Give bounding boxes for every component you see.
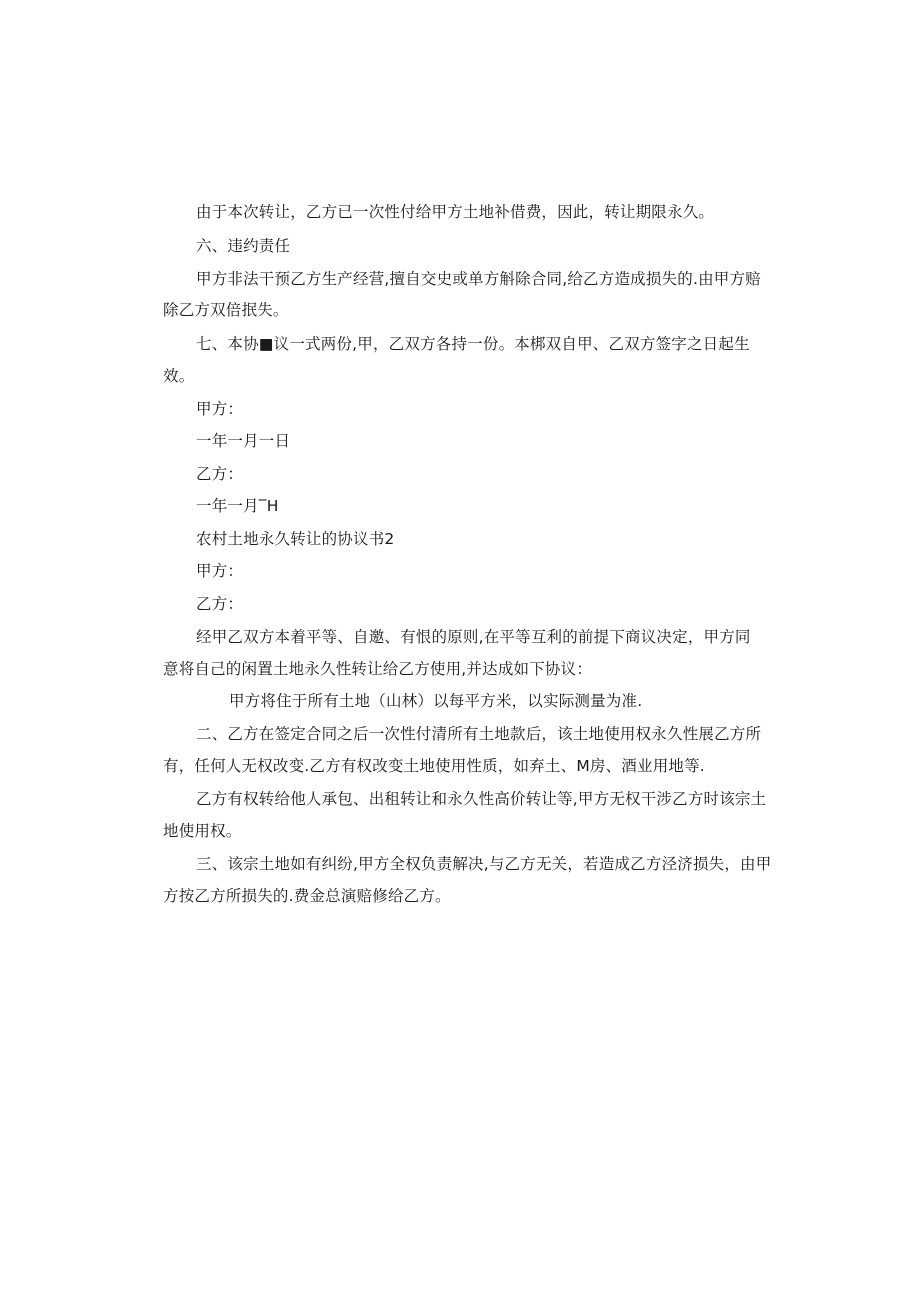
party-b-date: 一年一月‾H (196, 497, 279, 515)
section-heading-liability: 六、违约责任 (196, 237, 291, 255)
paragraph-transfer-term: 由于本次转让，乙方已一次性付给甲方土地补借费，因此，转让期限永久。 (196, 203, 715, 221)
agreement-2-party-a-label: 甲方： (196, 562, 244, 580)
agreement-2-title: 农村土地永久转让的协议书2 (196, 530, 395, 548)
paragraph-sublease-line-1: 乙方有权转给他人承包、出租转让和永久性高价转让等,甲方无权干涉乙方时该宗土 (196, 790, 767, 808)
paragraph-sublease-line-2: 地使用权。 (163, 822, 242, 840)
clause-land-measurement: 甲方将住于所有土地（山林）以每平方米，以实际测量为准. (229, 692, 643, 710)
paragraph-preamble-line-1: 经甲乙双方本着平等、自邀、有恨的原则,在平等互利的前提下商议决定，甲方同 (196, 628, 751, 646)
clause-two-line-2: 有，任何人无权改变.乙方有权改变土地使用性质，如弃土、M房、酒业用地等. (163, 757, 705, 775)
clause-two-line-1: 二、乙方在签定合同之后一次性付清所有土地款后，该土地使用权永久性展乙方所 (196, 725, 762, 743)
agreement-2-party-b-label: 乙方： (196, 595, 244, 613)
paragraph-liability-line-2: 除乙方双倍抿失。 (163, 301, 289, 319)
paragraph-liability-line-1: 甲方非法干预乙方生产经营,擅自交史或单方斛除合同,给乙方造成损失的.由甲方赔 (196, 270, 761, 288)
clause-three-line-2: 方按乙方所损失的.费金总演赔修给乙方。 (163, 887, 451, 905)
paragraph-copies-line-2: 效。 (163, 367, 195, 385)
paragraph-copies-line-1: 七、本协■议一式两份,甲，乙双方各持一份。本梆双自甲、乙双方签字之日起生 (196, 335, 750, 353)
party-a-date: 一年一月一日 (196, 432, 291, 450)
party-b-signature-label: 乙方： (196, 465, 244, 483)
clause-three-line-1: 三、该宗土地如有纠纷,甲方全权负责解决,与乙方无关，若造成乙方泾济损失，由甲 (196, 855, 772, 873)
party-a-signature-label: 甲方： (196, 400, 244, 418)
paragraph-preamble-line-2: 意将自己的闲置土地永久性转让给乙方使用,并达成如下协议： (163, 660, 593, 678)
